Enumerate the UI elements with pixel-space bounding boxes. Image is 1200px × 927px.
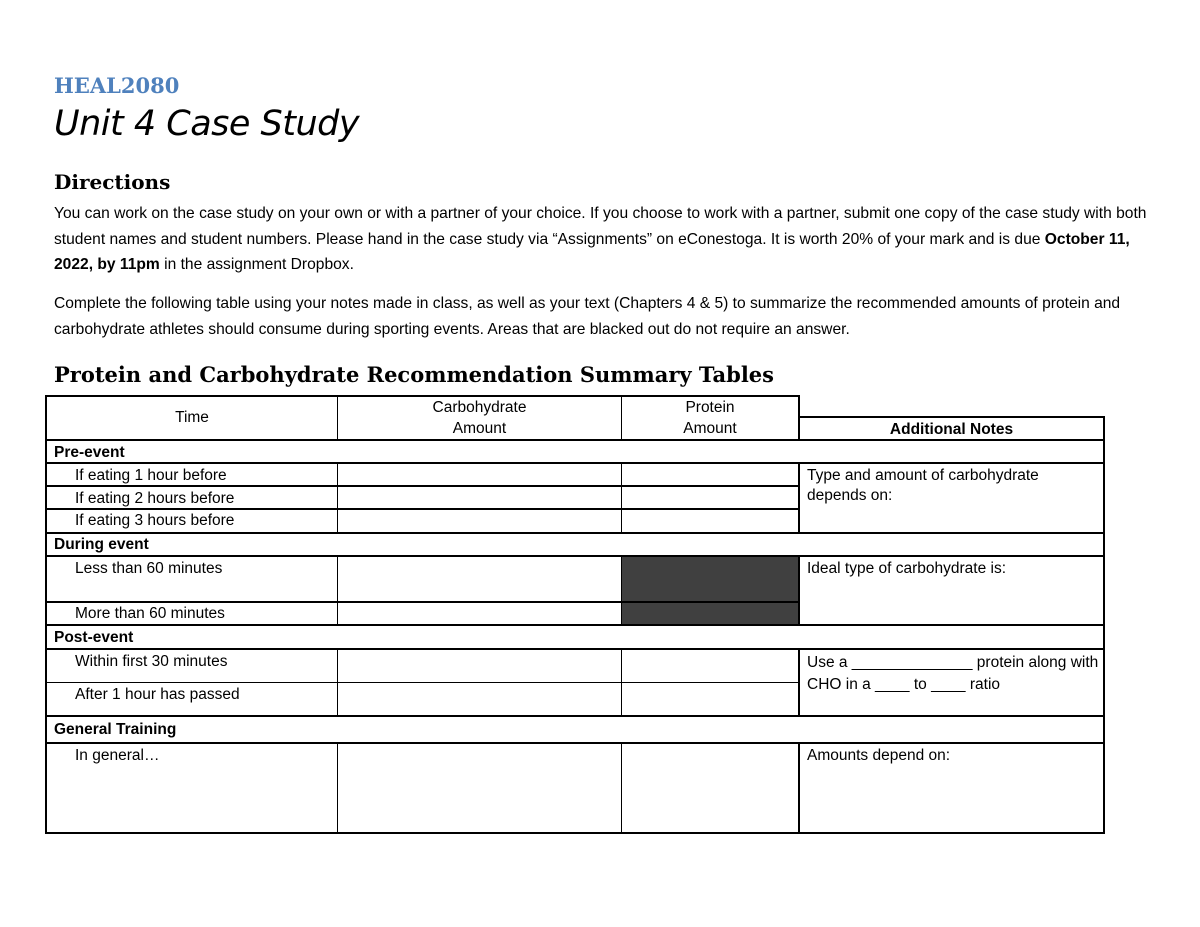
header-additional-notes: Additional Notes: [889, 421, 1014, 438]
header-protein-line2: Amount: [683, 420, 737, 437]
note-post-event: Use a ______________ protein along with CHO in a ____ to ____ ratio: [807, 654, 1099, 693]
section-general-training: General Training: [54, 721, 177, 738]
row-label-post-2: After 1 hour has passed: [75, 686, 240, 703]
row-label-during-1: Less than 60 minutes: [75, 560, 223, 577]
note-pre-event: Type and amount of carbohydrate depends on:: [807, 467, 1039, 504]
row-label-pre-1: If eating 1 hour before: [75, 467, 227, 484]
directions-heading: Directions: [54, 170, 171, 194]
note-general-training: Amounts depend on:: [807, 747, 951, 764]
row-label-general-1: In general…: [75, 747, 160, 764]
header-time: Time: [175, 409, 209, 426]
course-code: HEAL2080: [54, 73, 180, 98]
row-label-during-2: More than 60 minutes: [75, 605, 225, 622]
directions-text-1: You can work on the case study on your own or with a partner of your choice. If you choose to work with a partner, submit one copy of the case study with both student names and student numbers. Please hand in the case study via “Assignments” on eConestoga. It is worth 20% of your mark and is due: [54, 205, 1147, 248]
table-title: Protein and Carbohydrate Recommendation Summary Tables: [54, 362, 774, 387]
section-pre-event: Pre-event: [54, 444, 125, 461]
header-carbohydrate-line2: Amount: [452, 420, 507, 437]
note-during-event: Ideal type of carbohydrate is:: [807, 560, 1007, 577]
directions-text-2: in the assignment Dropbox.: [159, 256, 354, 273]
header-protein-line1: Protein: [685, 399, 735, 416]
row-label-pre-2: If eating 2 hours before: [75, 490, 235, 507]
row-label-pre-3: If eating 3 hours before: [75, 512, 235, 529]
section-post-event: Post-event: [54, 629, 134, 646]
directions-paragraph-2: Complete the following table using your notes made in class, as well as your text (Chapters 4 & 5) to summarize the recommended amounts of protein and carbohydrate athletes should consume during sporting events. Areas that are blacked out do not require an answer.: [54, 295, 1121, 338]
header-carbohydrate-line1: Carbohydrate: [432, 399, 527, 416]
row-label-post-1: Within first 30 minutes: [75, 653, 228, 670]
section-during-event: During event: [54, 536, 149, 553]
due-date: October 11, 2022, by 11pm: [54, 230, 1130, 273]
page-title: Unit 4 Case Study: [54, 104, 360, 144]
